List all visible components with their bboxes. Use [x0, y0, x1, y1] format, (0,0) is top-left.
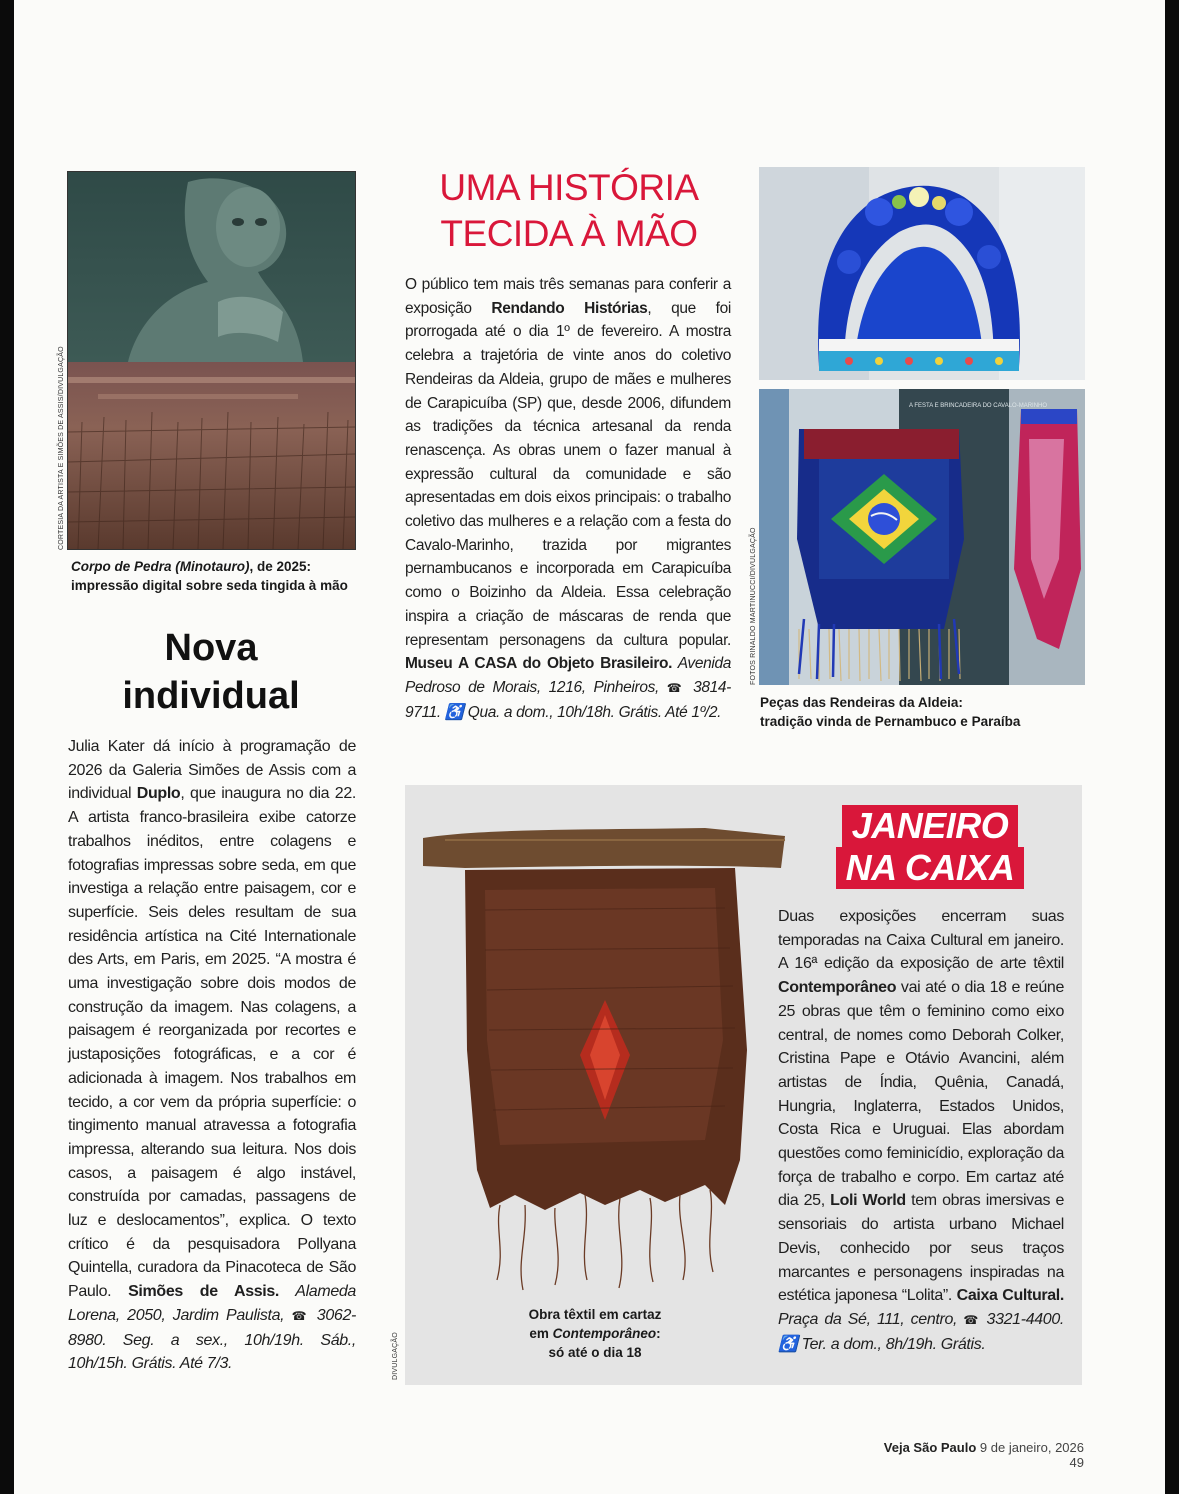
caption-artwork-title: Corpo de Pedra (Minotauro): [71, 559, 250, 574]
minotauro-artwork: [68, 172, 355, 549]
left-photo-caption: [71, 557, 361, 595]
svg-text:A FESTA E BRINCADEIRA DO CAVAL: A FESTA E BRINCADEIRA DO CAVALO-MARINHO: [909, 403, 1048, 409]
textile-artwork: [405, 810, 790, 1295]
exhibition-name-loli-world: Loli World: [830, 1192, 906, 1210]
exhibition-name-rendando: Rendando Histórias: [491, 299, 648, 317]
left-photo-credit: CORTESIA DA ARTISTA E SIMÕES DE ASSIS/DIVULGAÇÃO: [58, 346, 65, 550]
photo-blue-crown: [759, 167, 1085, 380]
box-address: Praça da Sé, 111, centro,: [778, 1310, 964, 1328]
magazine-page: [14, 0, 1165, 1494]
box-p3: tem obras imersivas e sensoriais do artista urbano Michael Devis, conhecido por seus traços marcantes e personagens inspiradas na estética japonesa “Lolita”.: [778, 1192, 1064, 1305]
mid-p1: O público tem mais três semanas para conferir a exposição: [405, 276, 731, 317]
box-p1: Duas exposições encerram suas temporadas na Caixa Cultural em janeiro. A 16ª edição da exposição de arte têxtil: [778, 908, 1064, 973]
right-caption-line2: tradição vinda de Pernambuco e Paraíba: [760, 714, 1021, 729]
mid-address: Avenida Pedroso de Morais, 1216, Pinheiros,: [405, 655, 732, 696]
box-p2: vai até o dia 18 e reúne 25 obras que têm o feminino como eixo central, de nomes como Deborah Colker, Cristina Pape e Otávio Avancini, além artistas de Índia, Quênia, Canadá, Hungria, Inglaterra, Estados Unidos, Costa Rica e Uruguai. Elas abordam questões como feminicídio, exploração da força de trabalho e corpo. Em cartaz até dia 25,: [778, 979, 1064, 1210]
venue-simoes-de-assis: Simões de Assis.: [128, 1283, 280, 1301]
sign-text: [909, 403, 1047, 409]
textile-caption-italic: Contemporâneo: [552, 1326, 657, 1341]
footer-date: 9 de janeiro, 2026: [979, 1440, 1084, 1455]
title-line1: UMA HISTÓRIA: [439, 167, 699, 208]
heading-nova-individual: [67, 624, 355, 720]
left-info: 3062-8980. Seg. a sex., 10h/19h. Sáb., 10h/15h. Grátis. Até 7/3.: [68, 1306, 356, 1373]
exhibition-name-contemporaneo: Contemporâneo: [778, 979, 897, 997]
rendeiras-artwork: [759, 389, 1085, 685]
photo-textile: [405, 810, 790, 1295]
page-footer: [859, 1440, 1084, 1470]
photo-rendeiras-pieces: [759, 389, 1085, 685]
left-p1: Julia Kater dá início à programação de 2026 da Galeria Simões de Assis com a individual: [68, 738, 356, 803]
box-photo-credit: DIVULGAÇÃO: [392, 1332, 399, 1380]
venue-caixa-cultural: Caixa Cultural.: [956, 1287, 1064, 1305]
mid-p2: , que foi prorrogada até o dia 1º de fevereiro. A mostra celebra a trajetória de vinte anos do coletivo Rendeiras da Aldeia, grupo de mães e mulheres de Carapicuíba (SP) que, desde 2006, difundem as tradições da técnica artesanal da renda renascença. As obras unem o fazer manual à expressão cultural da comunidade e são apresentadas em dois eixos principais: o trabalho coletivo das mulheres e a relação com a festa do Cavalo-Marinho, trazida por migrantes pernambucanos e incorporada em Carapicuíba como o Boizinho da Aldeia. Essa celebração inspira a criação de máscaras de renda que representam personagens da cultura popular.: [405, 299, 731, 649]
title-line2: TECIDA À MÃO: [440, 213, 698, 254]
photo-minotauro: [67, 171, 356, 550]
article-janeiro-na-caixa: [778, 905, 1064, 1356]
exhibition-name-duplo: Duplo: [136, 785, 181, 803]
left-address: Alameda Lorena, 2050, Jardim Paulista,: [68, 1283, 356, 1324]
article-rendando: [405, 273, 731, 724]
box-info: 3321-4400. ♿ Ter. a dom., 8h/19h. Grátis.: [778, 1310, 1064, 1353]
phone-icon: ☎: [666, 680, 686, 695]
phone-icon: ☎: [291, 1308, 310, 1323]
tag-line2: NA CAIXA: [836, 847, 1025, 889]
footer-magazine: Veja São Paulo: [883, 1440, 977, 1455]
mid-info: 3814-9711. ♿ Qua. a dom., 10h/18h. Grátis. Até 1º/2.: [405, 678, 731, 721]
title-uma-historia: [404, 165, 734, 257]
phone-icon: ☎: [963, 1312, 981, 1327]
right-photo-credit: FOTOS RINALDO MARTINUCCI/DIVULGAÇÃO: [750, 527, 757, 685]
footer-page-number: 49: [1069, 1455, 1084, 1470]
heading-line1: Nova: [164, 627, 258, 669]
textile-caption-prefix: em: [529, 1326, 553, 1341]
tag-line1: JANEIRO: [842, 805, 1019, 847]
caption-line2: impressão digital sobre seda tingida à mão: [71, 578, 348, 593]
crown-mask-artwork: [759, 167, 1085, 380]
textile-caption-line1: Obra têxtil em cartaz: [528, 1307, 662, 1322]
textile-caption-suffix: :: [656, 1326, 661, 1341]
textile-caption: [480, 1305, 710, 1362]
janeiro-tag: [830, 805, 1030, 889]
heading-line2: individual: [122, 675, 300, 717]
janeiro-na-caixa-box: [392, 785, 1082, 1385]
caption-title-suffix: , de 2025:: [249, 559, 312, 574]
article-nova-individual: [68, 735, 356, 1376]
left-p2: , que inaugura no dia 22. A artista franco-brasileira exibe catorze trabalhos inéditos, entre colagens e fotografias impressas sobre seda, em que investiga a relação entre paisagem, cor e superfície. Seis deles resultam de sua residência artística na Cité Internationale des Arts, em Paris, em 2025. “A mostra é uma investigação sobre dois modos de construção da imagem. Nas colagens, a paisagem é reorganizada por recortes e justaposições fotográficas, e a cor é adicionada à imagem. Nos trabalhos em tecido, a cor vem da própria superfície: o tingimento manual atravessa a fotografia impressa, alterando sua leitura. Nos dois casos, a paisagem é algo instável, construída por camadas, passagens de luz e deslocamentos”, explica. O texto crítico é da pesquisadora Pollyana Quintella, curadora da Pinacoteca de São Paulo.: [68, 785, 356, 1301]
venue-museu-a-casa: Museu A CASA do Objeto Brasileiro.: [405, 655, 673, 673]
right-photo-caption: [760, 693, 1090, 731]
textile-caption-line3: só até o dia 18: [548, 1345, 642, 1360]
right-caption-line1: Peças das Rendeiras da Aldeia:: [760, 695, 963, 710]
